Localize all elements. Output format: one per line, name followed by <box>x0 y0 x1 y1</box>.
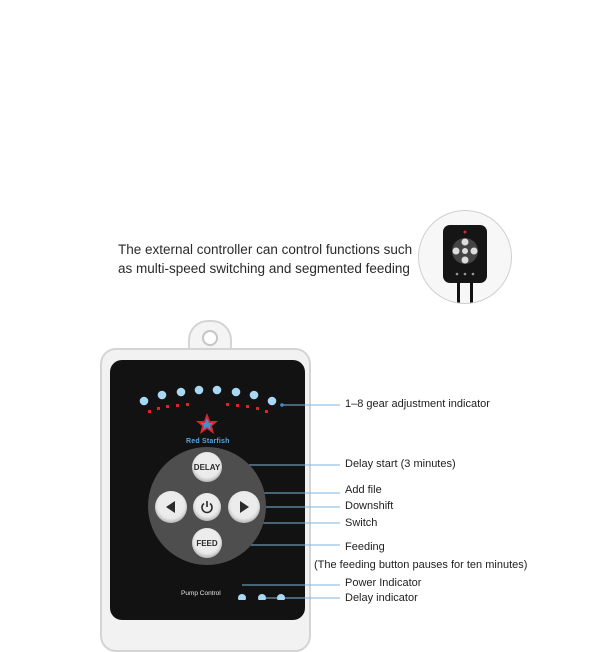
callout-feeding-note: (The feeding button pauses for ten minutes) <box>314 559 528 571</box>
callout-gear-indicator: 1–8 gear adjustment indicator <box>345 398 490 410</box>
chevron-left-icon <box>163 499 179 515</box>
red-led-arc <box>148 403 268 413</box>
callout-power-indicator: Power Indicator <box>345 577 422 589</box>
gear-led <box>195 386 204 395</box>
gear-led <box>268 397 277 406</box>
delay-button-label: DELAY <box>193 462 221 472</box>
delay-indicator-led <box>258 594 266 600</box>
pump-control-label: Pump Control <box>181 590 221 597</box>
feed-button[interactable] <box>192 528 222 558</box>
gear-led <box>213 386 222 395</box>
power-icon <box>199 499 215 515</box>
callout-downshift: Downshift <box>345 500 394 512</box>
intro-line-2: as multi-speed switching and segmented feeding <box>118 261 410 276</box>
gear-led-row <box>140 386 277 406</box>
feed-button-label: FEED <box>196 538 218 548</box>
gear-led <box>232 388 241 397</box>
gear-led <box>177 388 186 397</box>
power-indicator-led <box>238 594 246 600</box>
power-switch-button[interactable] <box>193 493 221 521</box>
delay-button[interactable] <box>192 452 222 482</box>
chevron-right-icon <box>236 499 252 515</box>
brand-label: Red Starfish <box>186 438 230 445</box>
gear-led <box>158 391 167 400</box>
gear-led <box>250 391 259 400</box>
downshift-button[interactable] <box>228 491 260 523</box>
add-file-button[interactable] <box>155 491 187 523</box>
callout-add-file: Add file <box>345 484 382 496</box>
callout-switch: Switch <box>345 517 378 529</box>
gear-led <box>140 397 149 406</box>
intro-line-1: The external controller can control functions such <box>118 242 413 257</box>
callout-delay-indicator: Delay indicator <box>345 592 418 604</box>
starfish-logo-icon <box>196 413 218 434</box>
callout-delay-start: Delay start (3 minutes) <box>345 458 456 470</box>
callout-feeding: Feeding <box>345 541 385 553</box>
pump-led <box>277 594 285 600</box>
